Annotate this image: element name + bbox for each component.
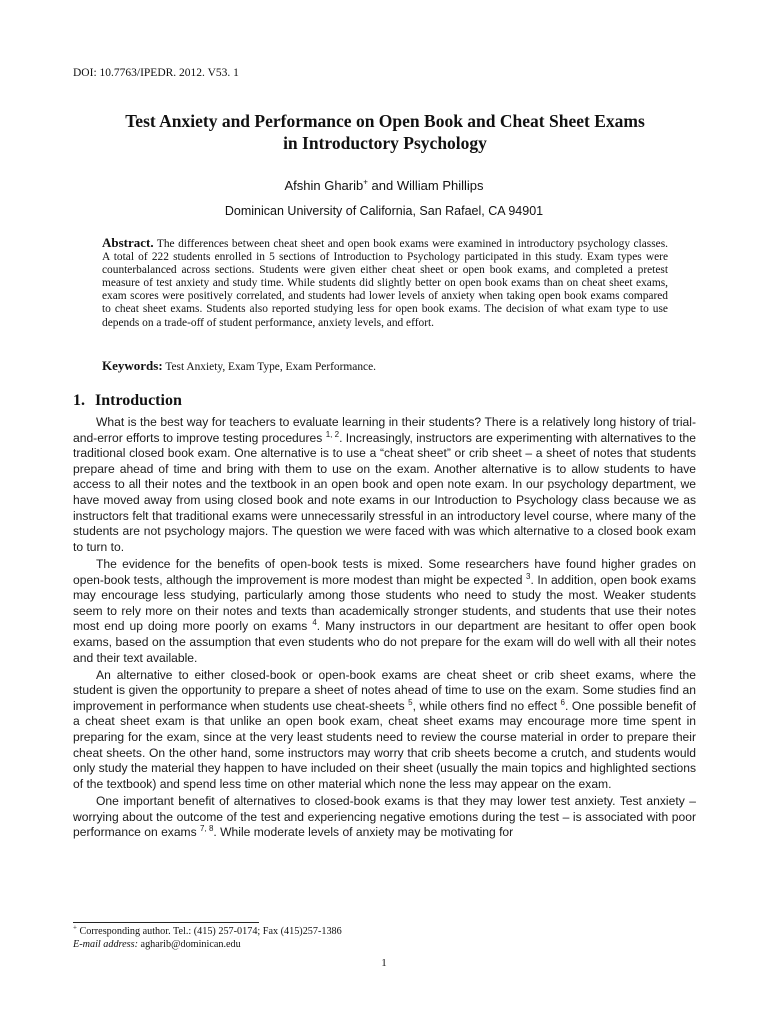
paragraph-text: . Many instructors in our department are hesitant to offer open book exams, based on the assumption that even students who do not prepare for the exam will do well with all their notes and their text available.: [73, 619, 697, 665]
abstract-block: [102, 236, 668, 330]
footnotes: [73, 923, 342, 951]
title-line-1: Test Anxiety and Performance on Open Book and Cheat Sheet Exams: [125, 111, 645, 131]
footnote-email: [73, 939, 342, 952]
author-2: William Phillips: [396, 178, 484, 193]
footnote-text: Corresponding author. Tel.: (415) 257-0174; Fax (415)257-1386: [76, 926, 342, 937]
citation-ref: 6: [560, 697, 565, 707]
abstract-label: Abstract.: [102, 235, 154, 250]
page-number: 1: [381, 957, 387, 969]
paragraph-4: [73, 794, 696, 841]
email-address: agharib@dominican.edu: [138, 938, 241, 950]
affiliation: Dominican University of California, San Rafael, CA 94901: [224, 204, 544, 218]
citation-ref: 5: [408, 697, 413, 707]
section-title: Introduction: [95, 392, 182, 409]
paragraph-text: . One possible benefit of a cheat sheet exam is that unlike an open book exam, cheat sheet exams may encourage more time spent in preparing for the exam, since at the very least students need to review the course material in order to prepare their cheat sheets. On the other hand, some instructors may worry that crib sheets become a crutch, and students would only study the material they happen to have included on their sheet (usually the main topics and highlighted sections of the textbook) and spend less time on other material which none the less may appear on the exam.: [73, 698, 696, 791]
paper-title: [60, 110, 710, 154]
keywords-text: Test Anxiety, Exam Type, Exam Performance.: [165, 361, 376, 373]
author-1: Afshin Gharib: [284, 178, 364, 193]
paragraph-text: The evidence for the benefits of open-book tests is mixed. Some researchers have found higher grades on open-book tests, although the improvement is more modest than might be expected: [73, 556, 696, 587]
corresponding-author-mark: +: [363, 177, 368, 187]
paragraph-text: . In addition, open book exams may encourage less studying, particularly among those students who need to study the most. Weaker students seem to rely more on their notes and texts than academically stronger students, and students that use their notes most end up doing more poorly on exams: [73, 572, 696, 634]
paragraph-1: [73, 415, 696, 555]
section-number: 1.: [73, 392, 85, 409]
citation-ref: 3: [526, 571, 531, 581]
author-connector: and: [367, 178, 397, 193]
author-list: [0, 178, 768, 193]
paragraph-text: An alternative to either closed-book or open-book exams are cheat sheet or crib sheet exams, where the student is given the opportunity to prepare a sheet of notes ahead of time to use on the exam. Some studies find an improvement in performance when students use cheat-sheets: [73, 667, 696, 713]
email-label: E-mail address:: [73, 938, 138, 950]
doi-line: DOI: 10.7763/IPEDR. 2012. V53. 1: [73, 67, 239, 79]
paragraph-text: What is the best way for teachers to evaluate learning in their students? There is a relatively long history of trial-and-error efforts to improve testing procedures: [73, 415, 696, 445]
citation-ref: 7, 8: [200, 824, 214, 834]
citation-ref: 1, 2: [325, 429, 340, 439]
footnote-corresponding: [73, 923, 342, 939]
paragraph-text: . Increasingly, instructors are experimenting with alternatives to the traditional closed book exam. One alternative is to use a “cheat sheet” or crib sheet – a sheet of notes that students prepare ahead of time and bring with them to use on the exam. Another alternative is to allow students to have access to all their notes and the textbook in an open book and open note exam. In our psychology department, we have moved away from using closed book and note exams in our Introduction to Psychology class because we as instructors felt that traditional exams were unnecessarily stressful in an introductory level course, where many of the students are not psychology majors. The question we were faced with was which alternative to a closed book exam to turn to.: [73, 430, 696, 554]
paragraph-3: [73, 668, 696, 793]
paragraph-2: [73, 557, 696, 666]
citation-ref: 4: [312, 618, 317, 628]
abstract-text: The differences between cheat sheet and open book exams were examined in introductory psychology classes. A total of 222 students enrolled in 5 sections of Introduction to Psychology participated in this study. Exam types were counterbalanced across sections. Students were given either cheat sheet or open book exams, and completed a pretest measure of test anxiety and study time. While students did slightly better on open book exams than on cheat sheet exams, exam scores were positively correlated, and students had lower levels of anxiety when taking open book exams compared to cheat sheet exams. Students also reported studying less for open book exams. The decision of what exam type to use depends on a trade-off of student performance, anxiety levels, and effort.: [102, 238, 668, 329]
title-line-2: in Introductory Psychology: [283, 133, 487, 153]
keywords-block: [102, 358, 668, 374]
section-heading-introduction: [73, 392, 182, 410]
introduction-body: [73, 415, 696, 842]
paragraph-text: One important benefit of alternatives to closed-book exams is that they may lower test anxiety. Test anxiety – worrying about the outcome of the test and experiencing negative emotions during the test – is associated with poor performance on exams: [73, 794, 696, 840]
keywords-label: Keywords:: [102, 358, 163, 373]
paragraph-text: , while others find no effect: [412, 698, 561, 713]
footnote-divider: [73, 922, 259, 923]
footnote-mark: +: [73, 923, 77, 932]
paragraph-text: . While moderate levels of anxiety may be motivating for: [213, 825, 514, 840]
